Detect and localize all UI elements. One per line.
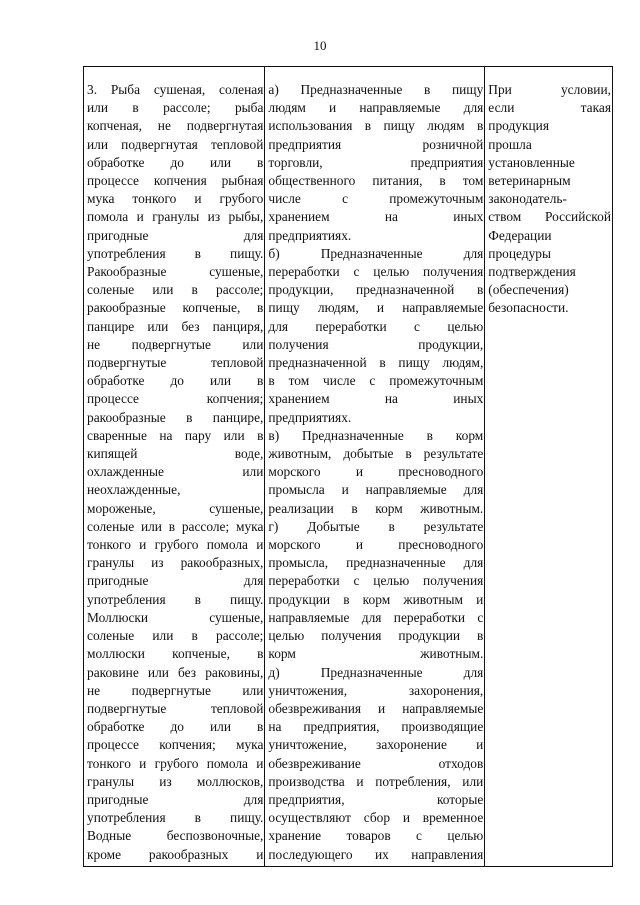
text-line: продукции, предназначенной в [268,282,484,298]
text-line: или в рассоле; рыба [87,100,264,116]
text-line: переработки с целью получения [268,573,484,589]
text-line: 3. Рыба сушеная, соленая [87,82,264,97]
text-line: Моллюски сушеные, [87,609,264,625]
text-line: прошла [488,136,532,152]
text-line: ракообразные копченые, в [87,300,264,316]
text-line: копченая, не подвергнутая [87,118,264,134]
text-line: продукции в корм животным и [268,591,484,607]
text-line: предназначенной в пищу людям, [268,355,484,371]
text-line: Федерации [488,227,552,243]
text-line: числе с промежуточным [268,191,484,207]
text-line: процессе копчения; [87,391,264,407]
text-line: морского и пресноводного [268,464,484,480]
regulation-table [83,66,613,867]
text-line: мороженые, сушеные, [87,500,264,516]
text-line: д) Предназначенные для [268,664,484,680]
text-line: соленые или в рассоле; [87,628,264,644]
text-line: законодатель- [488,191,567,207]
text-line: пригодные для [87,227,264,243]
text-line: процессе копчения; мука [87,737,264,753]
text-line: соленые или в рассоле; мука [87,518,264,534]
text-line: подтверждения [488,264,576,280]
table-row [84,67,613,867]
text-line: пищу людям, и направляемые [268,300,484,316]
text-line: предприятиях. [268,409,352,425]
text-line: гранулы из моллюсков, [87,773,264,789]
text-line: моллюски копченые, в [87,646,264,662]
text-line: (обеспечения) [488,282,569,298]
text-line: процедуры [488,245,551,261]
text-line: сваренные на пару или в [87,427,264,443]
text-line: производства и потребления, или [268,773,484,789]
text-line: соленые или в рассоле; [87,282,264,298]
text-line: обработке до или в [87,719,264,735]
text-line: корм животным. [268,646,484,662]
text-line: раковине или без раковины, [87,664,264,680]
text-line: на предприятия, производящие [268,719,484,735]
text-line: тонкого и грубого помола и [87,755,264,771]
text-line: ракообразные в панцире, [87,409,264,425]
text-line: употребления в пищу. [87,810,264,826]
text-line: морского и пресноводного [268,537,484,553]
text-line: предприятиях. [268,227,352,243]
text-line: употребления в пищу. [87,591,264,607]
text-line: если такая [488,100,611,116]
text-line: панцире или без панциря, [87,318,264,334]
text-line: животным, добытые в результате [268,446,484,462]
text-line: мука тонкого и грубого [87,191,264,207]
text-line: не подвергнутые или [87,682,264,698]
text-line: обработке до или в [87,373,264,389]
text-line: реализации в корм животным. [268,500,484,516]
text-line: обезвреживание отходов [268,755,484,771]
text-line: уничтожения, захоронения, [268,682,484,698]
text-line: продукция [488,118,549,134]
text-line: для переработки с целью [268,318,484,334]
text-line: При условии, [488,82,611,97]
text-line: предприятия розничной [268,136,484,152]
text-line: неохлажденные, [87,482,181,498]
text-line: процессе копчения рыбная [87,173,264,189]
text-line: ством Российской [488,209,611,225]
text-line: охлажденные или [87,464,264,480]
text-line: безопасности. [488,300,569,316]
text-line: подвергнутые тепловой [87,355,264,371]
text-line: торговли, предприятия [268,154,484,170]
text-line: Водные беспозвоночные, [87,828,264,844]
text-line: уничтожение, захоронение и [268,737,484,753]
text-line: тонкого и грубого помола и [87,537,264,553]
text-line: а) Предназначенные в пищу [268,82,484,97]
text-line: гранулы из ракообразных, [87,555,264,571]
text-line: в) Предназначенные в корм [268,427,484,443]
text-line: пригодные для [87,791,264,807]
text-line: кипящей воде, [87,446,264,462]
text-line: целью получения продукции в [268,628,484,644]
text-line: подвергнутые тепловой [87,700,264,716]
text-line: не подвергнутые или [87,336,264,352]
text-line: кроме ракообразных и [87,846,264,862]
text-line: хранением на иных [268,391,484,407]
text-line: г) Добытые в результате [268,518,484,534]
text-line: хранением на иных [268,209,484,225]
product-description-cell [84,67,265,867]
text-line: помола и гранулы из рыбы, [87,209,264,225]
text-line: установленные [488,154,575,170]
text-line: употребления в пищу. [87,245,264,261]
text-line: ветеринарным [488,173,571,189]
text-line: предприятия, которые [268,791,484,807]
text-line: Ракообразные сушеные, [87,264,264,280]
text-line: обработке до или в [87,154,264,170]
text-line: промысла и направляемые для [268,482,484,498]
text-line: в том числе с промежуточным [268,373,484,389]
text-line: получения продукции, [268,336,484,352]
text-line: общественного питания, в том [268,173,484,189]
text-line: промысла, предназначенные для [268,555,484,571]
text-line: направляемые для переработки с [268,609,484,625]
text-line: б) Предназначенные для [268,245,484,261]
text-line: переработки с целью получения [268,264,484,280]
text-line: или подвергнутая тепловой [87,136,264,152]
text-line: использования в пищу людям в [268,118,484,134]
text-line: хранение товаров с целью [268,828,484,844]
purpose-cell [265,67,485,867]
text-line: пригодные для [87,573,264,589]
condition-cell [485,67,613,867]
text-line: последующего их направления [268,846,484,862]
text-line: обезвреживания и направляемые [268,700,484,716]
page-number: 10 [313,38,327,53]
text-line: осуществляют сбор и временное [268,810,484,826]
text-line: людям и направляемые для [268,100,484,116]
